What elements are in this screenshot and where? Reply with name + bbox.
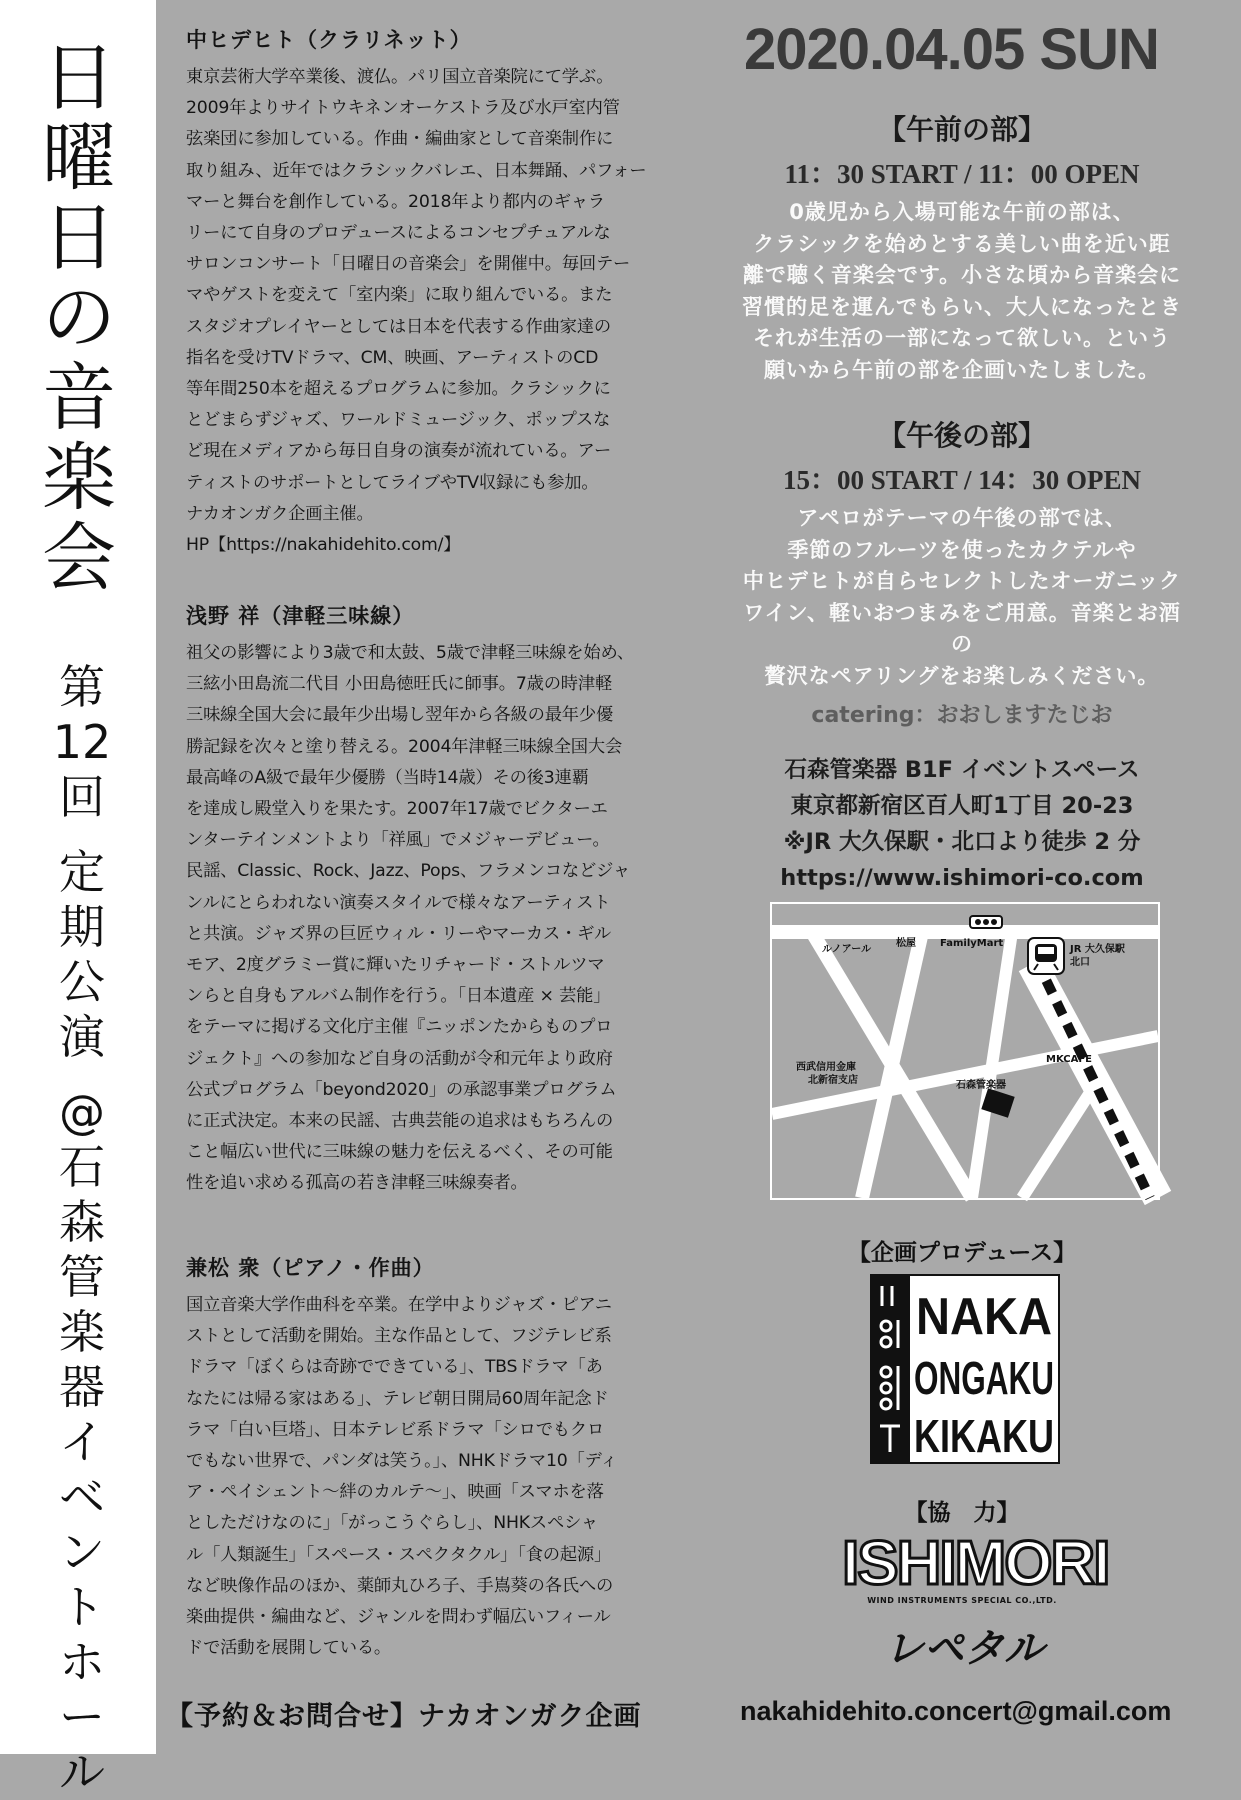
title-char: 曜 xyxy=(42,115,116,201)
bio-text: 東京芸術大学卒業後、渡仏。パリ国立音楽院にて学ぶ。 2009年よりサイトウキネンオーケストラ及び水戸室内管 弦楽団に参加している。作曲・編曲家として音楽制作に 取り組み、近年ではクラシックバレエ、日本舞踊、パフォー マーと舞台を創作している。2018年より都内のギャラ リーにて自身のプロデュースによるコンセプチュアルな サロンコンサート「日曜日の音楽会」を開催中。毎回テー マやゲストを変えて「室内楽」に取り組んでいる。また スタジオプレイヤーとしては日本を代表する作曲家達の 指名を受けTVドラマ、CM、映画、アーティストのCD 等年間250本を超えるプログラムに参加。クラシックに とどまらずジャズ、ワールドミュージック、ポップスな ど現在メディアから毎日自身の演奏が流れている。アー ティストのサポートとしてライブやTV収録にも参加。 ナカオンガク企画主催。 HP【https://nakahidehito.com/】 xyxy=(186,67,647,556)
title-char: 楽 xyxy=(42,435,116,521)
subtitle-char: 楽 xyxy=(59,1305,105,1359)
logo-naka: NAKA xyxy=(916,1288,1052,1346)
subtitle-char xyxy=(52,825,112,845)
title-char: 音 xyxy=(42,355,116,441)
bio-asano xyxy=(186,600,658,1200)
map-label-bank-branch: 北新宿支店 xyxy=(808,1075,858,1086)
event-date: 2020.04.05 SUN xyxy=(744,17,1159,82)
catering-credit: catering：おおしますたじお xyxy=(811,703,1113,728)
repital-logo xyxy=(844,1622,1084,1672)
venue-url[interactable]: https://www.ishimori-co.com xyxy=(780,865,1144,891)
title-char: 会 xyxy=(42,515,116,601)
map-label-matsuya: 松屋 xyxy=(896,938,916,949)
subtitle-char: 定 xyxy=(59,845,105,899)
morning-session xyxy=(742,108,1182,386)
map-label-mkcafe: MKCAFE xyxy=(1046,1054,1092,1065)
afternoon-heading: 【午後の部】 xyxy=(877,419,1046,452)
subtitle-char: イ xyxy=(59,1415,105,1469)
map-label-station-exit: 北口 xyxy=(1070,957,1090,968)
ishimori-logo-sub: WIND INSTRUMENTS SPECIAL CO.,LTD. xyxy=(867,1596,1057,1605)
subtitle-char: 演 xyxy=(59,1010,105,1064)
footer-email[interactable]: nakahidehito.concert@gmail.com xyxy=(740,1696,1172,1726)
map-label-bank: 西武信用金庫 xyxy=(796,1062,856,1073)
afternoon-description: アペロがテーマの午後の部では、 季節のフルーツを使ったカクテルや 中ヒデヒトが自らセレクトしたオーガニック ワイン、軽いおつまみをご用意。音楽とお酒の 贅沢なペアリングをお楽しみください。 xyxy=(742,506,1182,688)
map-road-diag-mid xyxy=(862,932,922,1198)
subtitle-char: 12 xyxy=(52,715,112,769)
produce-label: 【企画プロデュース】 xyxy=(847,1240,1077,1266)
map-label-lenoir: ルノアール xyxy=(822,944,872,955)
ishimori-logo xyxy=(842,1529,1109,1605)
naka-ongaku-kikaku-logo xyxy=(870,1274,1060,1464)
bio-naka xyxy=(186,24,658,561)
subtitle-char: 期 xyxy=(59,900,105,954)
ishimori-logo-text: ISHIMORI xyxy=(842,1529,1109,1598)
venue-info xyxy=(742,752,1182,896)
access-map xyxy=(770,902,1160,1200)
subtitle-char: ン xyxy=(59,1525,105,1579)
subtitle-char: 回 xyxy=(59,770,105,824)
venue-name: 石森管楽器 B1F イベントスペース xyxy=(784,757,1140,783)
vertical-title xyxy=(34,35,124,601)
subtitle-char: ル xyxy=(59,1745,105,1799)
bio-text: 国立音楽大学作曲科を卒業。在学中よりジャズ・ピアニ ストとして活動を開始。主な作品として、フジテレビ系 ドラマ「ぼくらは奇跡でできている」、TBSドラマ「あ なたには帰る家はある」、テレビ朝日開局60周年記念ド ラマ「白い巨塔」、日本テレビ系ドラマ「シロでもクロ でもない世界で、パンダは笑う。」、NHKドラマ10「ディ ア・ペイシェント〜絆のカルテ〜」、映画「スマホを落 としただけなのに」「がっこうぐらし」、NHKスペシャ ル「人類誕生」「スペース・スペクタクル」「食の起源」 など映像作品のほか、薬師丸ひろ子、手嶌葵の各氏への 楽曲提供・編曲など、ジャンルを問わず幅広いフィール ドで活動を展開している。 xyxy=(186,1295,618,1659)
map-label-ishimori: 石森管楽器 xyxy=(956,1080,1006,1091)
bio-name: 中ヒデヒト（クラリネット） xyxy=(186,28,472,52)
bio-text: 祖父の影響により3歳で和太鼓、5歳で津軽三味線を始め、 三絃小田島流二代目 小田島徳旺氏に師事。7歳の時津軽 三味線全国大会に最年少出場し翌年から各級の最年少優 勝記録を次々と塗り替える。2004年津軽三味線全国大会 最高峰のA級で最年少優勝（当時14歳）その後3連覇 を達成し殿堂入りを果たす。2007年17歳でビクターエ ンターテインメントより「祥風」でメジャーデビュー。 民謡、Classic、Rock、Jazz、Pops、フラメンコなどジャ ンルにとらわれない演奏スタイルで様々なアーティスト と共演。ジャズ界の巨匠ウィル・リーやマーカス・ギル モア、2度グラミー賞に輝いたリチャード・ストルツマ ンらと自身もアルバム制作を行う。「日本遺産 × 芸能」 をテーマに掲げる文化庁主催『ニッポンたからものプロ ジェクト』への参加など自身の活動が令和元年より政府 公式プログラム「beyond2020」の承認事業プログラム に正式決定。本来の民謡、古典芸能の追求はもちろんの こと幅広い世代に三味線の魅力を伝えるべく、その可能 性を追い求める孤高の若き津軽三味線奏者。 xyxy=(186,643,634,1194)
map-road-lower xyxy=(1022,1074,1102,1198)
bio-name: 兼松 衆（ピアノ・作曲） xyxy=(186,1256,435,1280)
title-char: 日 xyxy=(42,35,116,121)
afternoon-session xyxy=(742,414,1182,729)
subtitle-char: 管 xyxy=(59,1250,105,1304)
subtitle-char: ー xyxy=(59,1690,105,1744)
vertical-subtitle xyxy=(52,660,112,1800)
logo-ongaku: ONGAKU xyxy=(914,1352,1054,1404)
afternoon-time: 15：00 START / 14：30 OPEN xyxy=(782,465,1142,495)
title-char: の xyxy=(42,275,116,361)
subtitle-char xyxy=(52,1065,112,1085)
footer-contact: 【予約＆お問合せ】ナカオンガク企画 xyxy=(166,1701,642,1732)
subtitle-char: 第 xyxy=(59,660,105,714)
subtitle-char: ト xyxy=(59,1580,105,1634)
venue-access: ※JR 大久保駅・北口より徒歩 2 分 xyxy=(783,829,1141,855)
subtitle-char: 公 xyxy=(59,955,105,1009)
subtitle-char: @ xyxy=(59,1085,105,1139)
morning-description: 0歳児から入場可能な午前の部は、 クラシックを始めとする美しい曲を近い距 離で聴く音楽会です。小さな頃から音楽会に 習慣的足を運んでもらい、大人になったとき それが生活の一部になって欲しい。という 願いから午前の部を企画いたしました。 xyxy=(742,200,1182,382)
left-title-bar xyxy=(0,0,156,1799)
repital-logo-text: レペタル xyxy=(884,1626,1044,1672)
morning-time: 11：30 START / 11：00 OPEN xyxy=(784,159,1140,189)
logo-kikaku: KIKAKU xyxy=(914,1410,1054,1462)
subtitle-char: 器 xyxy=(59,1360,105,1414)
venue-address: 東京都新宿区百人町1丁目 20-23 xyxy=(790,793,1134,819)
map-label-station: JR 大久保駅 xyxy=(1070,944,1125,955)
map-label-familymart: FamilyMart xyxy=(940,938,1004,949)
subtitle-char: ベ xyxy=(59,1470,105,1524)
bio-kanematsu xyxy=(186,1252,658,1664)
cooperation-label: 【協 力】 xyxy=(904,1500,1020,1526)
subtitle-char: 森 xyxy=(59,1195,105,1249)
bio-name: 浅野 祥（津軽三味線） xyxy=(186,604,415,628)
subtitle-char: 石 xyxy=(59,1140,105,1194)
morning-heading: 【午前の部】 xyxy=(877,113,1046,146)
title-char: 日 xyxy=(42,195,116,281)
subtitle-char: ホ xyxy=(59,1635,105,1689)
